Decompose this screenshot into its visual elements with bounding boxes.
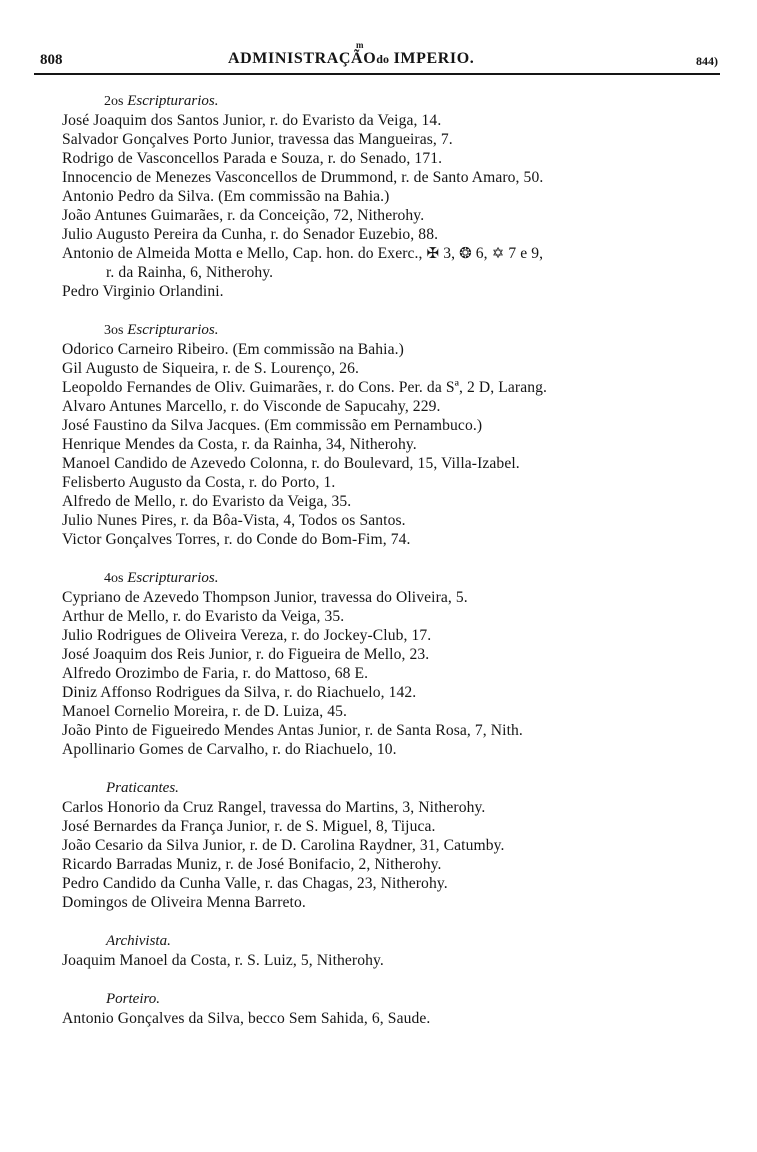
section-heading xyxy=(104,569,732,588)
section-archivista xyxy=(62,932,732,970)
heading-ordinal: 2os xyxy=(104,94,124,109)
entry-text: 3, xyxy=(439,245,460,262)
running-title-small: do xyxy=(376,52,389,66)
heading-ordinal: 3os xyxy=(104,323,124,338)
list-entry: Diniz Affonso Rodrigues da Silva, r. do Riachuelo, 142. xyxy=(62,684,417,701)
section-heading xyxy=(104,321,732,340)
entry-text: 7 e 9, xyxy=(504,245,544,262)
list-entry: Leopoldo Fernandes de Oliv. Guimarães, r. do Cons. Per. da Sª, 2 D, Larang. xyxy=(62,379,548,396)
section-heading xyxy=(104,92,732,111)
heading-label: Escripturarios. xyxy=(127,93,219,109)
list-entry: Alfredo de Mello, r. do Evaristo da Veiga, 35. xyxy=(62,493,352,510)
running-title-sup: m xyxy=(356,40,364,50)
list-entry: Rodrigo de Vasconcellos Parada e Souza, r. do Senado, 171. xyxy=(62,150,443,167)
running-title xyxy=(228,40,475,68)
list-entry: Manoel Candido de Azevedo Colonna, r. do Boulevard, 15, Villa-Izabel. xyxy=(62,455,520,472)
list-entry: João Pinto de Figueiredo Mendes Antas Junior, r. de Santa Rosa, 7, Nith. xyxy=(62,722,523,739)
section-heading: Praticantes. xyxy=(106,780,179,796)
list-entry: Cypriano de Azevedo Thompson Junior, travessa do Oliveira, 5. xyxy=(62,589,468,606)
list-entry: José Joaquim dos Reis Junior, r. do Figueira de Mello, 23. xyxy=(62,646,430,663)
running-title-main: ADMINISTRAÇÃO xyxy=(228,50,377,67)
list-entry: Joaquim Manoel da Costa, r. S. Luiz, 5, Nitherohy. xyxy=(62,952,384,969)
list-entry: Julio Nunes Pires, r. da Bôa-Vista, 4, Todos os Santos. xyxy=(62,512,406,529)
list-entry: Victor Gonçalves Torres, r. do Conde do Bom-Fim, 74. xyxy=(62,531,411,548)
page-header xyxy=(40,40,718,72)
list-entry: Arthur de Mello, r. do Evaristo da Veiga, 35. xyxy=(62,608,345,625)
page-code: 844) xyxy=(696,54,718,68)
list-entry: Ricardo Barradas Muniz, r. de José Bonifacio, 2, Nitherohy. xyxy=(62,856,442,873)
section-quartos-escripturarios xyxy=(62,569,732,759)
running-title-end: IMPERIO. xyxy=(393,50,475,67)
list-entry: Alfredo Orozimbo de Faria, r. do Mattoso, 68 E. xyxy=(62,665,369,682)
heading-label: Escripturarios. xyxy=(127,322,219,338)
section-heading: Porteiro. xyxy=(106,991,161,1007)
section-porteiro xyxy=(62,990,732,1028)
list-entry: João Cesario da Silva Junior, r. de D. Carolina Raydner, 31, Catumby. xyxy=(62,837,505,854)
list-entry: José Joaquim dos Santos Junior, r. do Evaristo da Veiga, 14. xyxy=(62,112,442,129)
list-entry: Antonio Gonçalves da Silva, becco Sem Sahida, 6, Saude. xyxy=(62,1010,431,1027)
cross-icon: ✠ xyxy=(426,246,440,262)
list-entry: Salvador Gonçalves Porto Junior, travessa das Mangueiras, 7. xyxy=(62,131,453,148)
list-entry: Innocencio de Menezes Vasconcellos de Drummond, r. de Santo Amaro, 50. xyxy=(62,169,544,186)
list-entry: Domingos de Oliveira Menna Barreto. xyxy=(62,894,306,911)
list-entry-continuation: r. da Rainha, 6, Nitherohy. xyxy=(106,264,274,281)
section-heading: Archivista. xyxy=(106,933,171,949)
list-entry: Felisberto Augusto da Costa, r. do Porto, 1. xyxy=(62,474,336,491)
list-entry: Julio Augusto Pereira da Cunha, r. do Senador Euzebio, 88. xyxy=(62,226,439,243)
heading-label: Escripturarios. xyxy=(127,570,219,586)
list-entry: José Bernardes da França Junior, r. de S. Miguel, 8, Tijuca. xyxy=(62,818,436,835)
list-entry: Pedro Virginio Orlandini. xyxy=(62,283,224,300)
medal-icon: ❂ xyxy=(459,246,472,262)
page-number: 808 xyxy=(40,52,63,68)
header-rule xyxy=(34,73,720,75)
heading-ordinal: 4os xyxy=(104,571,124,586)
list-entry-decorations xyxy=(62,244,732,263)
page-content xyxy=(62,92,732,1048)
list-entry: Odorico Carneiro Ribeiro. (Em commissão na Bahia.) xyxy=(62,341,404,358)
entry-text: Antonio de Almeida Motta e Mello, Cap. hon. do Exerc., xyxy=(62,245,427,262)
section-praticantes xyxy=(62,779,732,912)
star-icon: ✡ xyxy=(491,246,505,262)
section-terceiros-escripturarios xyxy=(62,321,732,549)
entry-text: 6, xyxy=(471,245,492,262)
list-entry: Pedro Candido da Cunha Valle, r. das Chagas, 23, Nitherohy. xyxy=(62,875,448,892)
section-segundos-escripturarios xyxy=(62,92,732,301)
list-entry: Gil Augusto de Siqueira, r. de S. Lourenço, 26. xyxy=(62,360,360,377)
list-entry: João Antunes Guimarães, r. da Conceição, 72, Nitherohy. xyxy=(62,207,425,224)
list-entry: Henrique Mendes da Costa, r. da Rainha, 34, Nitherohy. xyxy=(62,436,417,453)
list-entry: Antonio Pedro da Silva. (Em commissão na Bahia.) xyxy=(62,188,390,205)
list-entry: Alvaro Antunes Marcello, r. do Visconde de Sapucahy, 229. xyxy=(62,398,441,415)
list-entry: Julio Rodrigues de Oliveira Vereza, r. do Jockey-Club, 17. xyxy=(62,627,432,644)
list-entry: José Faustino da Silva Jacques. (Em commissão em Pernambuco.) xyxy=(62,417,483,434)
list-entry: Manoel Cornelio Moreira, r. de D. Luiza, 45. xyxy=(62,703,348,720)
list-entry: Apollinario Gomes de Carvalho, r. do Riachuelo, 10. xyxy=(62,741,397,758)
list-entry: Carlos Honorio da Cruz Rangel, travessa do Martins, 3, Nitherohy. xyxy=(62,799,486,816)
